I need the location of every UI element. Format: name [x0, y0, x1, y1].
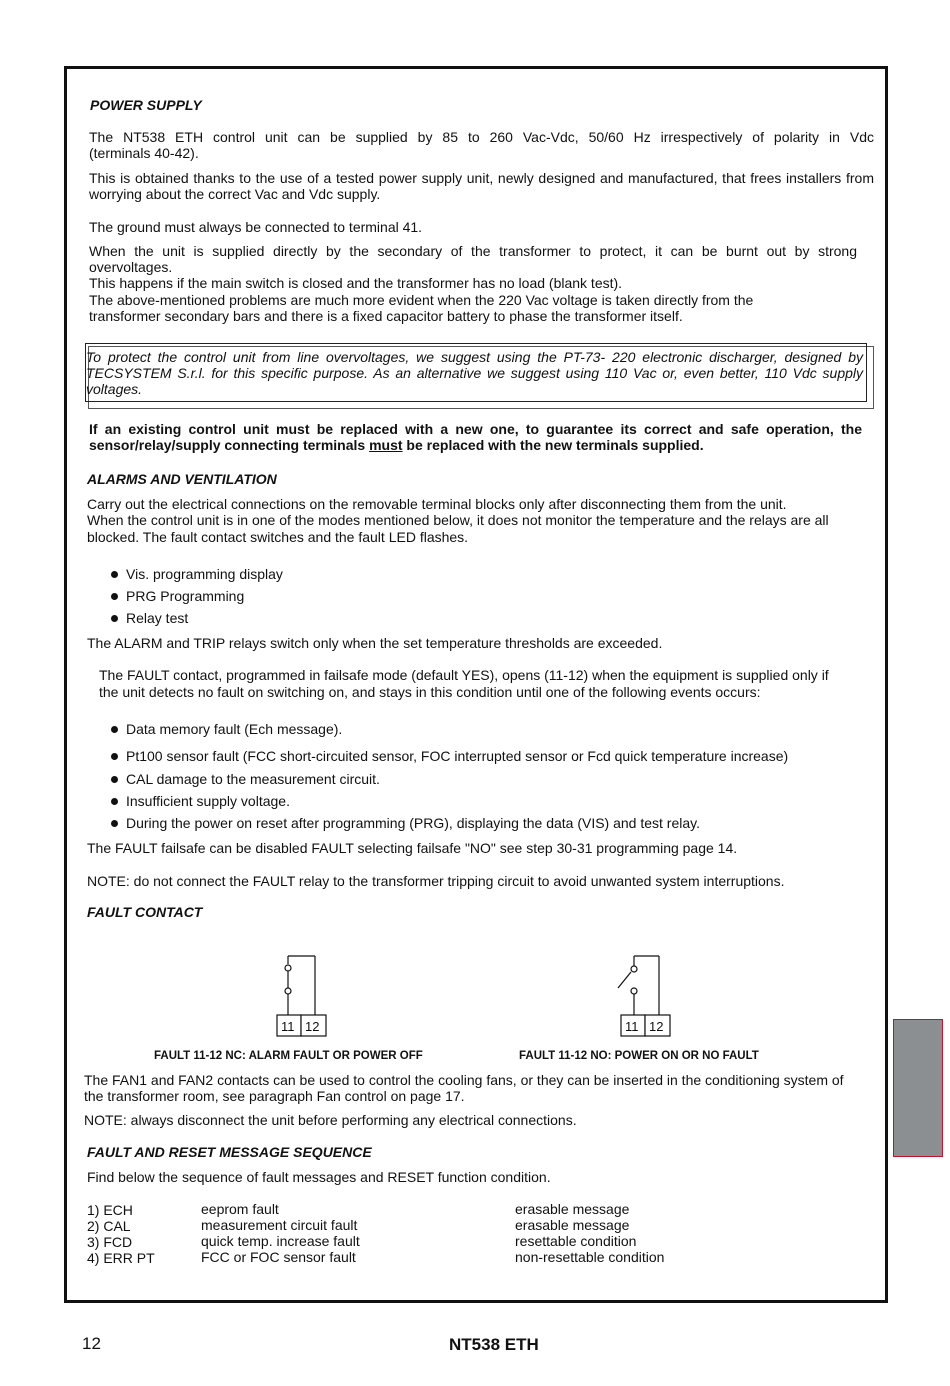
- alarms-p1-line2: When the control unit is in one of the modes mentioned below, it does not monitor the temperature and the relays are all: [87, 512, 829, 528]
- note-box-line1: To protect the control unit from line overvoltages, we suggest using the PT-73- 220 electronic discharger, designed by: [86, 349, 863, 365]
- mode-list-item: Relay test: [111, 610, 188, 626]
- power-supply-p4-line3: This happens if the main switch is closed and the transformer has no load (blank test).: [89, 275, 623, 291]
- bullet-icon: [111, 820, 118, 827]
- event-list-item: CAL damage to the measurement circuit.: [111, 771, 380, 787]
- note-box: [85, 343, 867, 402]
- alarms-p3-line2: the unit detects no fault on switching on, and stays in this condition until one of the following events occurs:: [99, 684, 761, 700]
- fault-description: measurement circuit fault: [201, 1217, 358, 1233]
- power-supply-p4-line2: overvoltages.: [89, 259, 173, 275]
- fault-code: 2) CAL: [87, 1218, 131, 1234]
- alarms-p3-line1: The FAULT contact, programmed in failsafe mode (default YES), opens (11-12) when the equipment is supplied only if: [99, 667, 829, 683]
- fault-contact-heading: FAULT CONTACT: [87, 904, 203, 920]
- event-list-item: Data memory fault (Ech message).: [111, 721, 342, 737]
- fault-sequence-heading: FAULT AND RESET MESSAGE SEQUENCE: [87, 1144, 372, 1160]
- fault-condition: erasable message: [515, 1217, 630, 1233]
- power-supply-heading: POWER SUPPLY: [90, 97, 202, 113]
- footer-title: NT538 ETH: [449, 1335, 539, 1354]
- bullet-icon: [111, 776, 118, 783]
- alarms-p1-line3: blocked. The fault contact switches and the fault LED flashes.: [87, 529, 469, 545]
- bullet-icon: [111, 615, 118, 622]
- fault-condition: resettable condition: [515, 1233, 637, 1249]
- table-row: [87, 1249, 687, 1265]
- mode-list-item: PRG Programming: [111, 588, 244, 604]
- bullet-icon: [111, 726, 118, 733]
- replace-note-must: must: [369, 437, 403, 453]
- bullet-icon: [111, 593, 118, 600]
- bullet-icon: [111, 753, 118, 760]
- terminal-11-label: 11: [281, 1019, 295, 1034]
- terminal-12-label: 12: [649, 1019, 664, 1034]
- note-box-line3: voltages.: [86, 381, 143, 397]
- nc-contact-diagram: [270, 950, 340, 1040]
- replace-note-text-b: be replaced with the new terminals supplied.: [402, 437, 704, 453]
- note-box-line2: TECSYSTEM S.r.l. for this specific purpose. As an alternative we suggest using 110 Vac or, even better, 110 Vdc supply: [86, 365, 863, 381]
- table-row: [87, 1201, 687, 1217]
- bullet-icon: [111, 798, 118, 805]
- power-supply-p4-line5: transformer secondary bars and there is a fixed capacitor battery to phase the transformer itself.: [89, 308, 683, 324]
- fault-condition: erasable message: [515, 1201, 630, 1217]
- event-list-item: During the power on reset after programming (PRG), displaying the data (VIS) and test relay.: [111, 815, 700, 831]
- replace-note-line1: If an existing control unit must be replaced with a new one, to guarantee its correct and safe operation, the: [89, 421, 862, 437]
- fault-sequence-table: [87, 1201, 687, 1265]
- fault-description: eeprom fault: [201, 1201, 279, 1217]
- power-supply-p3: The ground must always be connected to terminal 41.: [89, 219, 423, 235]
- power-supply-p4-line1: When the unit is supplied directly by the secondary of the transformer to protect, it can be burnt out by strong: [89, 243, 857, 259]
- mode-list-item: Vis. programming display: [111, 566, 283, 582]
- fault-sequence-intro: Find below the sequence of fault messages and RESET function condition.: [87, 1169, 551, 1185]
- page-number: 12: [82, 1334, 101, 1353]
- event-list-item: Insufficient supply voltage.: [111, 793, 290, 809]
- alarms-p2: The ALARM and TRIP relays switch only when the set temperature thresholds are exceeded.: [87, 635, 663, 651]
- replace-note-text-a: sensor/relay/supply connecting terminals: [89, 437, 370, 453]
- fault-description: FCC or FOC sensor fault: [201, 1249, 356, 1265]
- power-supply-p2-line1: This is obtained thanks to the use of a tested power supply unit, newly designed and manufactured, that frees installers from: [89, 170, 874, 186]
- fault-code: 3) FCD: [87, 1234, 133, 1250]
- caption-nc: FAULT 11-12 NC: ALARM FAULT OR POWER OFF: [154, 1050, 423, 1062]
- alarms-heading: ALARMS AND VENTILATION: [87, 471, 277, 487]
- fault-description: quick temp. increase fault: [201, 1233, 360, 1249]
- fault-contact-p2: NOTE: always disconnect the unit before performing any electrical connections.: [84, 1112, 577, 1128]
- power-supply-p4-line4: The above-mentioned problems are much more evident when the 220 Vac voltage is taken directly from the: [89, 292, 754, 308]
- bullet-icon: [111, 571, 118, 578]
- power-supply-p1-line2: (terminals 40-42).: [89, 145, 199, 161]
- section-side-tab: [893, 1019, 943, 1157]
- fault-code: 1) ECH: [87, 1202, 133, 1218]
- replace-note-line2: [89, 437, 704, 453]
- fault-condition: non-resettable condition: [515, 1249, 665, 1265]
- alarms-p1-line1: Carry out the electrical connections on the removable terminal blocks only after disconnecting them from the unit.: [87, 496, 787, 512]
- caption-no: FAULT 11-12 NO: POWER ON OR NO FAULT: [519, 1050, 759, 1062]
- power-supply-p2-line2: worrying about the correct Vac and Vdc supply.: [89, 186, 381, 202]
- terminal-12-label: 12: [305, 1019, 320, 1034]
- alarms-p5: NOTE: do not connect the FAULT relay to the transformer tripping circuit to avoid unwanted system interruptions.: [87, 873, 785, 889]
- fault-contact-p1-line1: The FAN1 and FAN2 contacts can be used to control the cooling fans, or they can be inserted in the conditioning system of: [84, 1072, 844, 1088]
- terminal-11-label: 11: [625, 1019, 639, 1034]
- fault-contact-p1-line2: the transformer room, see paragraph Fan control on page 17.: [84, 1088, 465, 1104]
- event-list-item: Pt100 sensor fault (FCC short-circuited sensor, FOC interrupted sensor or Fcd quick temperature increase): [111, 748, 788, 764]
- fault-code: 4) ERR PT: [87, 1250, 155, 1266]
- power-supply-p1-line1: The NT538 ETH control unit can be supplied by 85 to 260 Vac-Vdc, 50/60 Hz irrespectively of polarity in Vdc: [89, 129, 874, 145]
- no-contact-diagram: [614, 950, 684, 1040]
- table-row: [87, 1233, 687, 1249]
- table-row: [87, 1217, 687, 1233]
- alarms-p4: The FAULT failsafe can be disabled FAULT selecting failsafe "NO" see step 30-31 programming page 14.: [87, 840, 738, 856]
